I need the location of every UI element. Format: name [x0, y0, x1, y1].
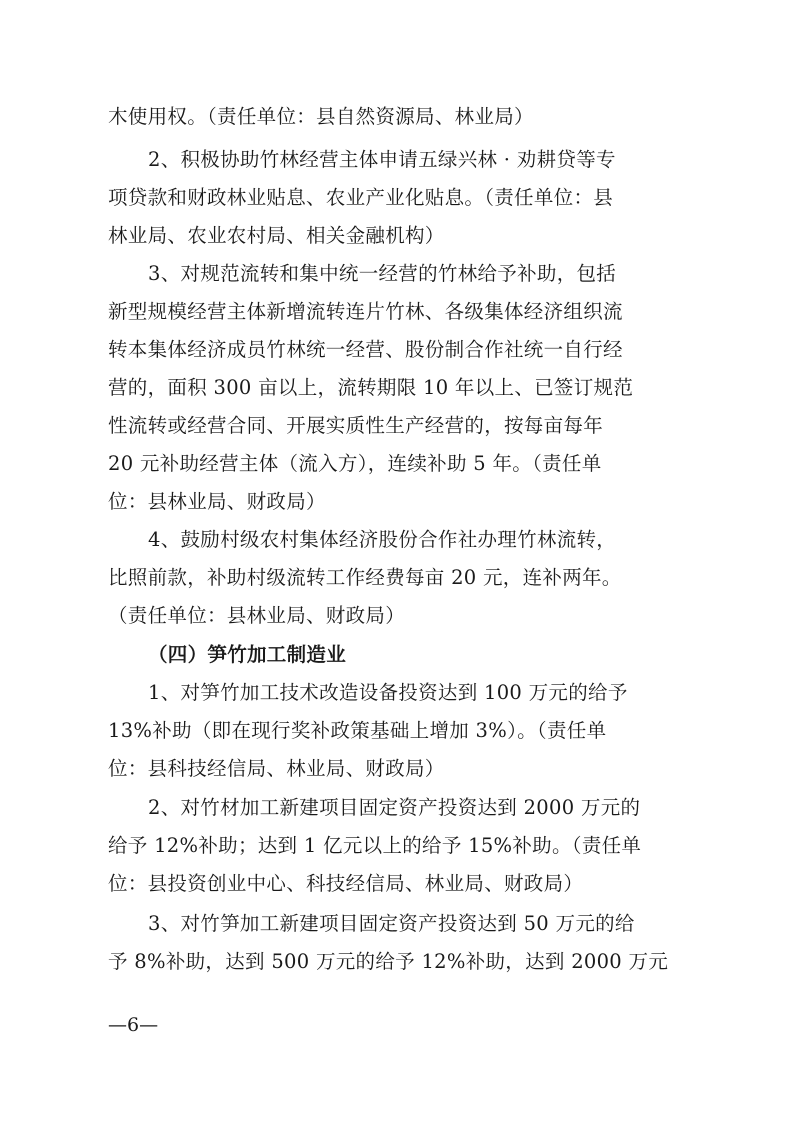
body-line: 营的，面积 300 亩以上，流转期限 10 年以上、已签订规范: [108, 376, 634, 399]
body-line: 3、对竹笋加工新建项目固定资产投资达到 50 万元的给: [148, 912, 635, 935]
body-line: 项贷款和财政林业贴息、农业产业化贴息。（责任单位：县: [108, 186, 614, 209]
body-line: 1、对笋竹加工技术改造设备投资达到 100 万元的给予: [148, 681, 628, 704]
body-line: 转本集体经济成员竹林统一经营、股份制合作社统一自行经: [108, 338, 623, 361]
page-number: —6—: [108, 1014, 159, 1036]
body-line: 4、鼓励村级农村集体经济股份合作社办理竹林流转，: [148, 528, 617, 551]
body-line: 13%补助（即在现行奖补政策基础上增加 3%）。（责任单: [108, 719, 607, 742]
body-line: 位：县林业局、财政局）: [108, 490, 326, 513]
body-line: 位：县投资创业中心、科技经信局、林业局、财政局）: [108, 872, 584, 895]
body-line: 位：县科技经信局、林业局、财政局）: [108, 757, 445, 780]
body-line: 林业局、农业农村局、相关金融机构）: [108, 224, 445, 247]
body-line: 20 元补助经营主体（流入方），连续补助 5 年。（责任单: [108, 452, 602, 475]
body-line: 予 8%补助，达到 500 万元的给予 12%补助，达到 2000 万元: [108, 950, 669, 973]
body-line: 性流转或经营合同、开展实质性生产经营的，按每亩每年: [108, 414, 604, 437]
body-line: 2、积极协助竹林经营主体申请五绿兴林 · 劝耕贷等专: [148, 148, 616, 171]
body-line: 比照前款，补助村级流转工作经费每亩 20 元，连补两年。: [108, 566, 622, 589]
body-line: 3、对规范流转和集中统一经营的竹林给予补助，包括: [148, 262, 617, 285]
body-line: 新型规模经营主体新增流转连片竹林、各级集体经济组织流: [108, 300, 623, 323]
body-line: （责任单位：县林业局、财政局）: [108, 604, 406, 627]
body-line: 给予 12%补助；达到 1 亿元以上的给予 15%补助。（责任单: [108, 834, 642, 857]
body-line: 木使用权。（责任单位：县自然资源局、林业局）: [108, 105, 534, 128]
section-heading: （四）笋竹加工制造业: [148, 643, 347, 666]
body-line: 2、对竹材加工新建项目固定资产投资达到 2000 万元的: [148, 796, 641, 819]
